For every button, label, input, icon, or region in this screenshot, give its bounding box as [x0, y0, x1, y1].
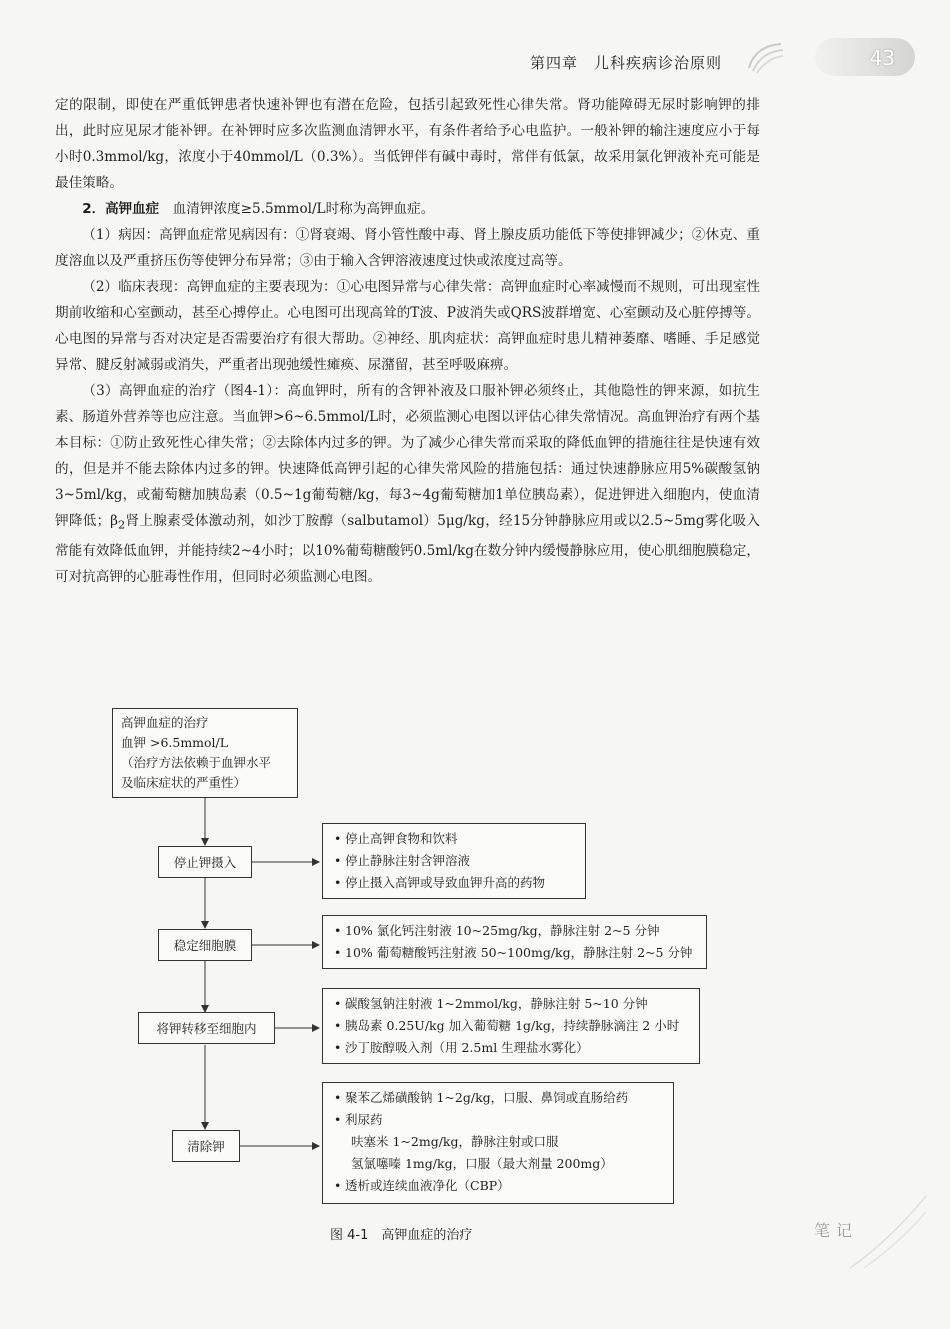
treatment-text-b: 肾上腺素受体激动剂，如沙丁胺醇（salbutamol）5μg/kg，经15分钟静脉应用或以2.5~5mg雾化吸入常能有效降低血钾，并能持续2~4小时；以10%葡萄糖酸钙0.5ml/kg在数分钟内缓慢静脉应用，使心肌细胞膜稳定，可对抗高钾的心脏毒性作用，但同时必须监测心电图。 [55, 513, 761, 585]
list-item: • 10% 氯化钙注射液 10~25mg/kg，静脉注射 2~5 分钟 [345, 920, 696, 942]
section-definition: 血清钾浓度≥5.5mmol/L时称为高钾血症。 [159, 201, 435, 217]
step-stop-intake [158, 846, 252, 878]
list-item: • 停止静脉注射含钾溶液 [345, 850, 575, 872]
page-curl-icon [830, 1190, 930, 1270]
step-shift-potassium-details [322, 988, 700, 1064]
list-item: • 沙丁胺醇吸入剂（用 2.5ml 生理盐水雾化） [345, 1037, 689, 1059]
step-stabilize-membrane-details [322, 915, 707, 969]
paragraph-hypokalemia-cont: 定的限制，即使在严重低钾患者快速补钾也有潜在危险，包括引起致死性心律失常。肾功能障碍无尿时影响钾的排出，此时应见尿才能补钾。在补钾时应多次监测血清钾水平，有条件者给予心电监护。一般补钾的输注速度应小于每小时0.3mmol/kg，浓度小于40mmol/L（0.3%）。当低钾伴有碱中毒时，常伴有低氯，故采用氯化钾液补充可能是最佳策略。 [55, 97, 760, 191]
list-item: • 胰岛素 0.25U/kg 加入葡萄糖 1g/kg，持续静脉滴注 2 小时 [345, 1015, 689, 1037]
top-box-line-3: （治疗方法依赖于血钾水平 [121, 755, 272, 770]
list-item: 氢氯噻嗪 1mg/kg，口服（最大剂量 200mg） [351, 1156, 613, 1171]
figure-caption: 图 4-1 高钾血症的治疗 [330, 1228, 473, 1243]
flowchart-top-box [112, 708, 298, 798]
step-label: 稳定细胞膜 [173, 938, 237, 953]
beta-subscript: 2 [118, 517, 126, 532]
treatment-text-a: （3）高钾血症的治疗（图4-1）：高血钾时，所有的含钾补液及口服补钾必须终止，其他隐性的钾来源，如抗生素、肠道外营养等也应注意。当血钾>6~6.5mmol/L时，必须监测心电图以评估心律失常情况。高血钾治疗有两个基本目标：①防止致死性心律失常；②去除体内过多的钾。为了减少心律失常而采取的降低血钾的措施往往是快速有效的，但是并不能去除体内过多的钾。快速降低高钾引起的心律失常风险的措施包括：通过快速静脉应用5%碳酸氢钠3~5ml/kg，或葡萄糖加胰岛素（0.5~1g葡萄糖/kg，每3~4g葡萄糖加1单位胰岛素），促进钾进入细胞内，使血清钾降低；β [55, 383, 760, 529]
step-label: 清除钾 [187, 1139, 225, 1154]
step-shift-potassium [138, 1012, 275, 1044]
margin-note: 笔记 [814, 1221, 859, 1240]
list-item: • 10% 葡萄糖酸钙注射液 50~100mg/kg，静脉注射 2~5 分钟 [345, 942, 696, 964]
paragraph-clinical: （2）临床表现：高钾血症的主要表现为：①心电图异常与心律失常：高钾血症时心率减慢而不规则，可出现室性期前收缩和心室颤动，甚至心搏停止。心电图可出现高耸的T波、P波消失或QRS波群增宽、心室颤动及心脏停搏等。心电图的异常与否对决定是否需要治疗有很大帮助。②神经、肌肉症状：高钾血症时患儿精神萎靡、嗜睡、手足感觉异常、腱反射减弱或消失，严重者出现弛缓性瘫痪、尿潴留，甚至呼吸麻痹。 [55, 279, 760, 373]
page-number: 43 [869, 46, 895, 70]
list-item: • 透析或连续血液净化（CBP） [345, 1175, 663, 1197]
step-remove-potassium [172, 1130, 240, 1162]
list-item: • 聚苯乙烯磺酸钠 1~2g/kg，口服、鼻饲或直肠给药 [345, 1087, 663, 1109]
list-item: • 利尿药 [345, 1109, 663, 1131]
list-item: 呋塞米 1~2mg/kg，静脉注射或口服 [351, 1134, 559, 1149]
list-item: • 碳酸氢钠注射液 1~2mmol/kg，静脉注射 5~10 分钟 [345, 993, 689, 1015]
top-box-line-1: 高钾血症的治疗 [121, 715, 209, 730]
step-label: 将钾转移至细胞内 [156, 1021, 257, 1036]
chapter-title: 第四章 儿科疾病诊治原则 [529, 54, 722, 72]
section-heading: 2．高钾血症 [82, 201, 160, 217]
step-stabilize-membrane [158, 929, 252, 961]
list-item: • 停止高钾食物和饮料 [345, 828, 575, 850]
top-box-line-2: 血钾 >6.5mmol/L [121, 735, 229, 750]
list-item: • 停止摄入高钾或导致血钾升高的药物 [345, 872, 575, 894]
step-remove-potassium-details [322, 1082, 674, 1204]
top-box-line-4: 及临床症状的严重性） [121, 775, 247, 790]
step-label: 停止钾摄入 [173, 855, 237, 870]
step-stop-intake-details [322, 823, 586, 899]
paragraph-etiology: （1）病因：高钾血症常见病因有：①肾衰竭、肾小管性酸中毒、肾上腺皮质功能低下等使排钾减少；②休克、重度溶血以及严重挤压伤等使钾分布异常；③由于输入含钾溶液速度过快或浓度过高等。 [55, 227, 760, 269]
